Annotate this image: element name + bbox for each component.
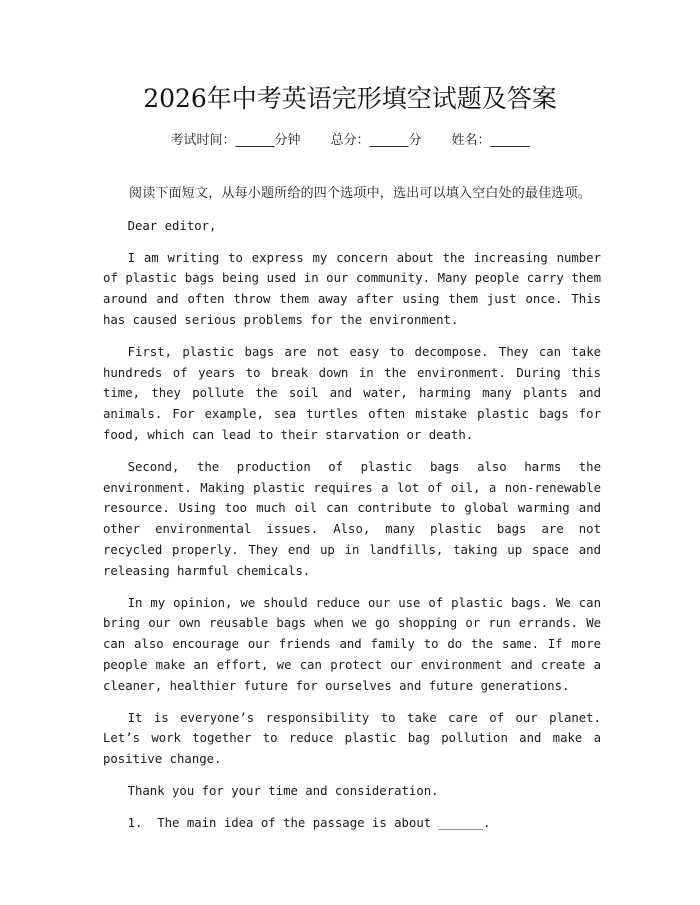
letter-paragraph-5: It is everyone’s responsibility to take care of our planet. Let’s work together to reduce plastic bag pollution and make a positive change. (103, 710, 601, 767)
letter-paragraph-4: In my opinion, we should reduce our use of plastic bags. We can bring our own reusable bags when we go shopping or run errands. We can also encourage our friends and family to do the same. If more people make an effort, we can protect our environment and create a cleaner, healthier future for ourselves and future generations. (103, 595, 601, 693)
exam-meta (0, 131, 700, 151)
page-title: 2026年中考英语完形填空试题及答案 (143, 84, 557, 113)
student-name-field: 姓名：______ (451, 133, 530, 148)
letter-greeting: Dear editor, (127, 218, 217, 233)
question-number: 1. (127, 815, 143, 830)
question-1 (103, 813, 601, 834)
total-score-field: 总分：______分 (330, 133, 422, 148)
letter-closing: Thank you for your time and consideration. (127, 783, 439, 798)
question-text: The main idea of the passage is about ______. (157, 815, 491, 830)
passage (103, 184, 601, 834)
letter-paragraph-3: Second, the production of plastic bags also harms the environment. Making plastic requires a lot of oil, a non-renewable resource. Using too much oil can contribute to global warming and other environmental issues. Also, many plastic bags are not recycled properly. They end up in landfills, taking up space and releasing harmful chemicals. (103, 459, 601, 578)
exam-time-field: 考试时间：______分钟 (170, 133, 301, 148)
letter-paragraph-1: I am writing to express my concern about the increasing number of plastic bags being used in our community. Many people carry them around and often throw them away after using them just once. This has caused serious problems for the environment. (103, 250, 601, 327)
letter-paragraph-2: First, plastic bags are not easy to decompose. They can take hundreds of years to break down in the environment. During this time, they pollute the soil and water, harming many plants and animals. For example, sea turtles often mistake plastic bags for food, which can lead to their starvation or death. (103, 344, 601, 442)
instructions: 阅读下面短文，从每小题所给的四个选项中，选出可以填入空白处的最佳选项。 (129, 186, 592, 201)
